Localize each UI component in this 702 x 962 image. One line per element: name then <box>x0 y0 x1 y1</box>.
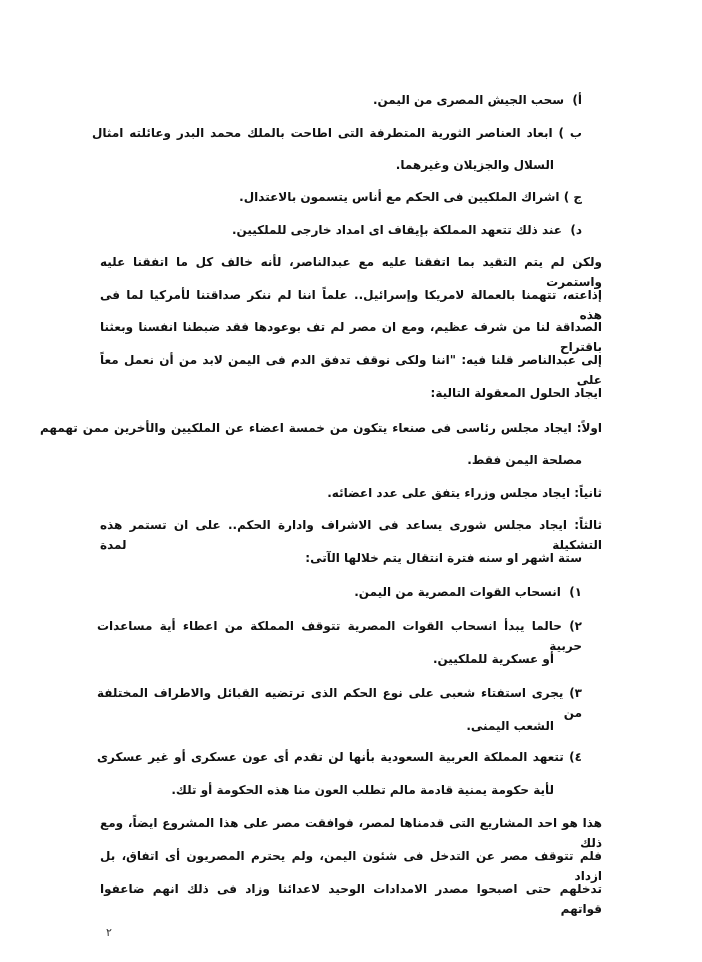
list-marker: ٤) <box>569 750 582 764</box>
point-label: ثانياً: <box>574 486 602 500</box>
point-label: اولاً: <box>576 421 602 435</box>
page-number: ٢ <box>106 926 112 939</box>
paragraph-line: إلى عبدالناصر قلنا فيه: "اننا ولكى نوقف تدفق الدم فى اليمن لابد من أن نعمل معاً على <box>100 353 602 387</box>
list-item-a <box>373 90 582 110</box>
paragraph-line: ايجاد الحلول المعقولة التالية: <box>430 386 602 400</box>
list-marker: ٢) <box>569 619 582 633</box>
paragraph-line: ولكن لم يتم التقيد بما اتفقنا عليه مع عبدالناصر، لأنه خالف كل ما اتفقنا عليه واستمرت <box>100 255 602 289</box>
paragraph-line: فلم تتوقف مصر عن التدخل فى شئون اليمن، ولم يحترم المصريون أى اتفاق، بل ازداد <box>100 849 602 883</box>
list-text: ابعاد العناصر الثورية المتطرفة التى اطاحت بالملك محمد البدر وعائلته امثال <box>92 126 553 140</box>
list-marker: ب ) <box>558 126 582 140</box>
list-item-b-cont: السلال والجزيلان وغيرهما. <box>395 158 554 172</box>
numbered-item-3-cont: الشعب اليمنى. <box>466 719 554 733</box>
list-marker: د) <box>570 223 582 237</box>
paragraph-line: تدخلهم حتى اصبحوا مصدر الامدادات الوحيد لاعدائنا وزاد فى ذلك انهم ضاعفوا قواتهم <box>100 882 602 916</box>
list-item-d <box>232 220 582 240</box>
list-text: سحب الجيش المصرى من اليمن. <box>372 93 565 107</box>
point-text: ايجاد مجلس شورى يساعد فى الاشراف وادارة الحكم.. على ان تستمر هذه التشكيلة لمدة <box>100 518 602 552</box>
numbered-item-4-cont: لأية حكومة يمنية قادمة مالم تطلب العون منا هذه الحكومة أو تلك. <box>171 783 554 797</box>
point-text: ايجاد مجلس رئاسى فى صنعاء يتكون من خمسة اعضاء عن الملكيين والأخرين ممن تهمهم <box>40 421 572 435</box>
list-item-b <box>92 123 582 143</box>
point-first <box>40 418 602 438</box>
list-item-c <box>239 187 582 207</box>
list-text: يجرى استفتاء شعبى على نوع الحكم الذى ترتضيه القبائل والاطراف المختلفة من <box>97 686 582 720</box>
point-second <box>327 483 602 503</box>
numbered-item-1 <box>354 582 582 602</box>
numbered-item-4 <box>97 747 582 767</box>
list-text: عند ذلك تتعهد المملكة بإيقاف اى امداد خارجى للملكيين. <box>232 223 562 237</box>
list-text: حالما يبدأ انسحاب القوات المصرية تتوقف المملكة من اعطاء أية مساعدات حربية <box>97 619 582 653</box>
numbered-item-2-cont: أو عسكرية للملكيين. <box>432 652 554 666</box>
list-marker: ج ) <box>563 190 582 204</box>
list-marker: ٣) <box>569 686 582 700</box>
paragraph-line: الصداقة لنا من شرف عظيم، ومع ان مصر لم تف بوعودها فقد ضبطنا انفسنا وبعثنا باقتراح <box>100 320 602 354</box>
list-text: اشراك الملكيين فى الحكم مع أناس يتسمون بالاعتدال. <box>239 190 560 204</box>
point-text: ايجاد مجلس وزراء يتفق على عدد اعضائه. <box>327 486 571 500</box>
paragraph-line: هذا هو احد المشاريع التى قدمناها لمصر، فوافقت مصر على هذا المشروع ايضاً، ومع ذلك <box>100 816 602 850</box>
list-text: تتعهد المملكة العربية السعودية بأنها لن تقدم أى عون عسكرى أو غير عسكرى <box>97 750 564 764</box>
list-text: انسحاب القوات المصرية من اليمن. <box>354 585 561 599</box>
point-first-cont: مصلحة اليمن فقط. <box>467 453 582 467</box>
point-label: ثالثاً: <box>574 518 602 532</box>
list-marker: أ) <box>572 93 582 107</box>
list-marker: ١) <box>569 585 582 599</box>
point-third-cont: ستة اشهر او سنه فترة انتقال يتم خلالها الآتى: <box>305 551 582 565</box>
paragraph-line: إذاعته، تتهمنا بالعمالة لامريكا وإسرائيل.. علماً اننا لم ننكر صداقتنا لأمركيا لما فى هذه <box>100 288 602 322</box>
